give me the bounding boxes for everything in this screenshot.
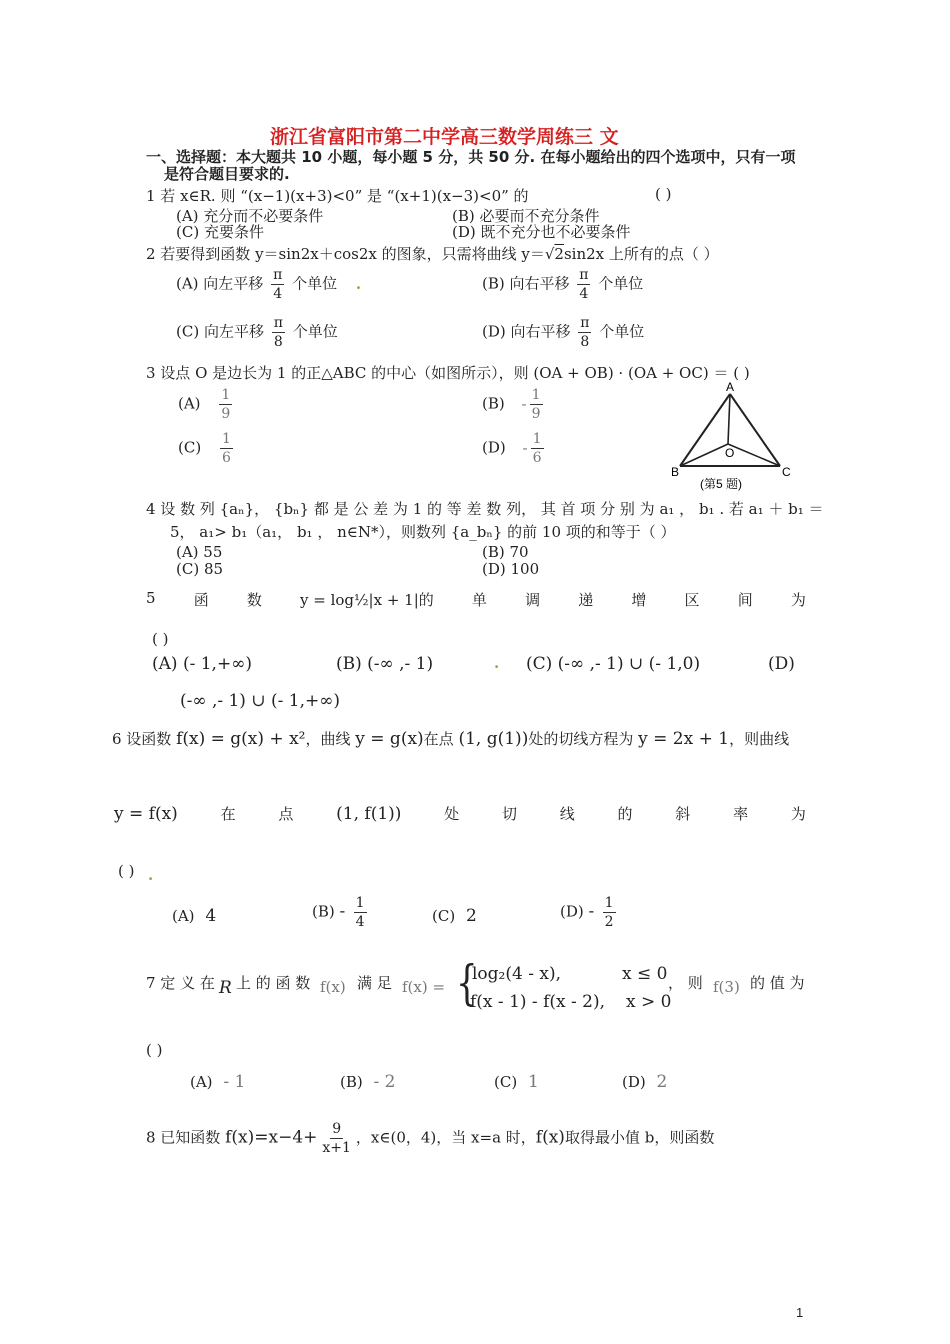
q7-option-a: (A) - 1 bbox=[190, 1072, 246, 1092]
q7-option-d: (D) 2 bbox=[622, 1072, 668, 1092]
q6-option-d: (D) - $\frac{1}{2}$ bbox=[560, 895, 614, 930]
page-number: 1 bbox=[796, 1305, 804, 1320]
q6-line2: y = f(x) 在 点 (1, f(1)) 处 切 线 的 斜 率 为 bbox=[114, 804, 806, 824]
fraction-pi-8: $\frac{\pi}{8}$ bbox=[273, 315, 283, 350]
sqrt-symbol: √2 bbox=[544, 245, 564, 263]
q3-stem: 3 设点 O 是边长为 1 的正△ABC 的中心（如图所示），则 (OA + OB) · (OA + OC) ＝ ( ) bbox=[146, 364, 750, 382]
q7-f3: f(3) bbox=[713, 978, 740, 996]
q3-option-d: (D) - $\frac{1}{6}$ bbox=[482, 431, 542, 466]
center-o-label: O bbox=[725, 446, 735, 460]
q7-stem-b: 上 的 函 数 bbox=[236, 974, 311, 992]
q2-stem-post: sin2x 上所有的点（ ） bbox=[563, 245, 719, 263]
fraction-pi-8: $\frac{\pi}{8}$ bbox=[580, 315, 590, 350]
q1-option-b: (B) 必要而不充分条件 bbox=[452, 207, 600, 225]
q7-stem-c: 满 足 bbox=[357, 974, 392, 992]
stray-dot: . bbox=[494, 654, 500, 672]
fraction-pi-4: $\frac{\pi}{4}$ bbox=[579, 267, 589, 302]
q2-stem bbox=[146, 243, 719, 264]
q5-stem: 5 函 数 y = log½|x + 1|的 单 调 递 增 区 间 为 bbox=[146, 589, 806, 609]
q7-option-c: (C) 1 bbox=[494, 1072, 539, 1092]
q7-cond1: x ≤ 0 bbox=[622, 964, 668, 984]
q1-answer-paren: ( ) bbox=[655, 185, 672, 203]
q3-option-b: (B) - $\frac{1}{9}$ bbox=[482, 387, 541, 422]
left-brace: { bbox=[456, 955, 478, 1012]
q2-option-b: (B) 向右平移 $\frac{\pi}{4}$ 个单位 bbox=[482, 267, 644, 302]
vertex-b-label: B bbox=[671, 465, 680, 479]
q6-option-c: (C) 2 bbox=[432, 906, 477, 926]
q7-set-r: R bbox=[219, 978, 232, 998]
q4-option-c: (C) 85 bbox=[176, 560, 224, 578]
q3-option-c: (C) $\frac{1}{6}$ bbox=[178, 431, 231, 466]
q2-option-d: (D) 向右平移 $\frac{\pi}{8}$ 个单位 bbox=[482, 315, 645, 350]
q7-fx: f(x) bbox=[320, 978, 346, 996]
q7-stem-d: ， 则 bbox=[668, 974, 703, 992]
q7-answer-paren: ( ) bbox=[146, 1041, 163, 1059]
q1-option-d: (D) 既不充分也不必要条件 bbox=[452, 223, 631, 241]
q4-option-b: (B) 70 bbox=[482, 543, 529, 561]
q7-case2: f(x - 1) - f(x - 2), bbox=[470, 992, 605, 1012]
q7-cond2: x > 0 bbox=[626, 992, 672, 1012]
q1-option-c: (C) 充要条件 bbox=[176, 223, 264, 241]
q4-option-d: (D) 100 bbox=[482, 560, 540, 578]
q5-option-d: (D) bbox=[768, 654, 795, 674]
q6-line1: 6 设函数 f(x) = g(x) + x²，曲线 y = g(x)在点 (1, g(1))处的切线方程为 y = 2x + 1，则曲线 bbox=[112, 729, 790, 749]
q5-option-b: (B) (-∞ ,- 1) bbox=[336, 654, 434, 674]
fraction-pi-4: $\frac{\pi}{4}$ bbox=[273, 267, 283, 302]
q3-option-a: (A) $\frac{1}{9}$ bbox=[178, 387, 231, 422]
q1-option-a: (A) 充分而不必要条件 bbox=[176, 207, 324, 225]
q4-line2: 5， a₁> b₁（a₁， b₁ ， n∈N*），则数列 {a_bₙ} 的前 10 项的和等于（ ） bbox=[170, 523, 676, 541]
section-header-continued: 是符合题目要求的. bbox=[164, 165, 290, 183]
q1-stem: 1 若 x∈R. 则 “(x−1)(x+3)<0” 是 “(x+1)(x−3)<0” 的 bbox=[146, 187, 529, 205]
q5-answer-paren: ( ) bbox=[152, 630, 169, 648]
vertex-a-label: A bbox=[726, 380, 735, 394]
q2-option-c: (C) 向左平移 $\frac{\pi}{8}$ 个单位 bbox=[176, 315, 338, 350]
q8-stem: 8 已知函数 f(x)=x−4+ $\frac{9}{x+1}$ ，x∈(0，4)，当 x=a 时，f(x)取得最小值 b，则函数 bbox=[146, 1121, 715, 1156]
vertex-c-label: C bbox=[782, 465, 791, 479]
q7-fx-def: f(x) = bbox=[402, 978, 446, 996]
q5-option-a: (A) (- 1,+∞) bbox=[152, 654, 252, 674]
q6-option-a: (A) 4 bbox=[172, 906, 217, 926]
page-title: 浙江省富阳市第二中学高三数学周练三 文 bbox=[270, 126, 619, 148]
q4-option-a: (A) 55 bbox=[176, 543, 223, 561]
q5-option-c: (C) (-∞ ,- 1) ∪ (- 1,0) bbox=[526, 654, 701, 674]
stray-dot: . bbox=[148, 866, 154, 884]
q7-case1: log₂(4 - x), bbox=[472, 964, 561, 984]
section-header: 一、选择题：本大题共 10 小题，每小题 5 分，共 50 分. 在每小题给出的四个选项中，只有一项 bbox=[146, 148, 796, 166]
q6-answer-paren: ( ) bbox=[118, 862, 135, 880]
q7-stem-e: 的 值 为 bbox=[750, 974, 805, 992]
q5-option-d-value: (-∞ ,- 1) ∪ (- 1,+∞) bbox=[180, 691, 341, 711]
q4-line1: 4 设 数 列 {aₙ}， {bₙ} 都 是 公 差 为 1 的 等 差 数 列， 其 首 项 分 别 为 a₁ ， b₁ . 若 a₁ ＋ b₁ ＝ bbox=[146, 500, 824, 518]
q2-stem-pre: 2 若要得到函数 y＝sin2x＋cos2x 的图象，只需将曲线 y＝ bbox=[146, 245, 545, 263]
q7-stem-a: 7 定 义 在 bbox=[146, 974, 215, 992]
q7-option-b: (B) - 2 bbox=[340, 1072, 396, 1092]
q2-option-a: (A) 向左平移 $\frac{\pi}{4}$ 个单位 . bbox=[176, 267, 362, 302]
triangle-figure bbox=[668, 376, 798, 492]
figure-caption: (第5 题) bbox=[700, 477, 743, 491]
q6-option-b: (B) - $\frac{1}{4}$ bbox=[312, 895, 365, 930]
